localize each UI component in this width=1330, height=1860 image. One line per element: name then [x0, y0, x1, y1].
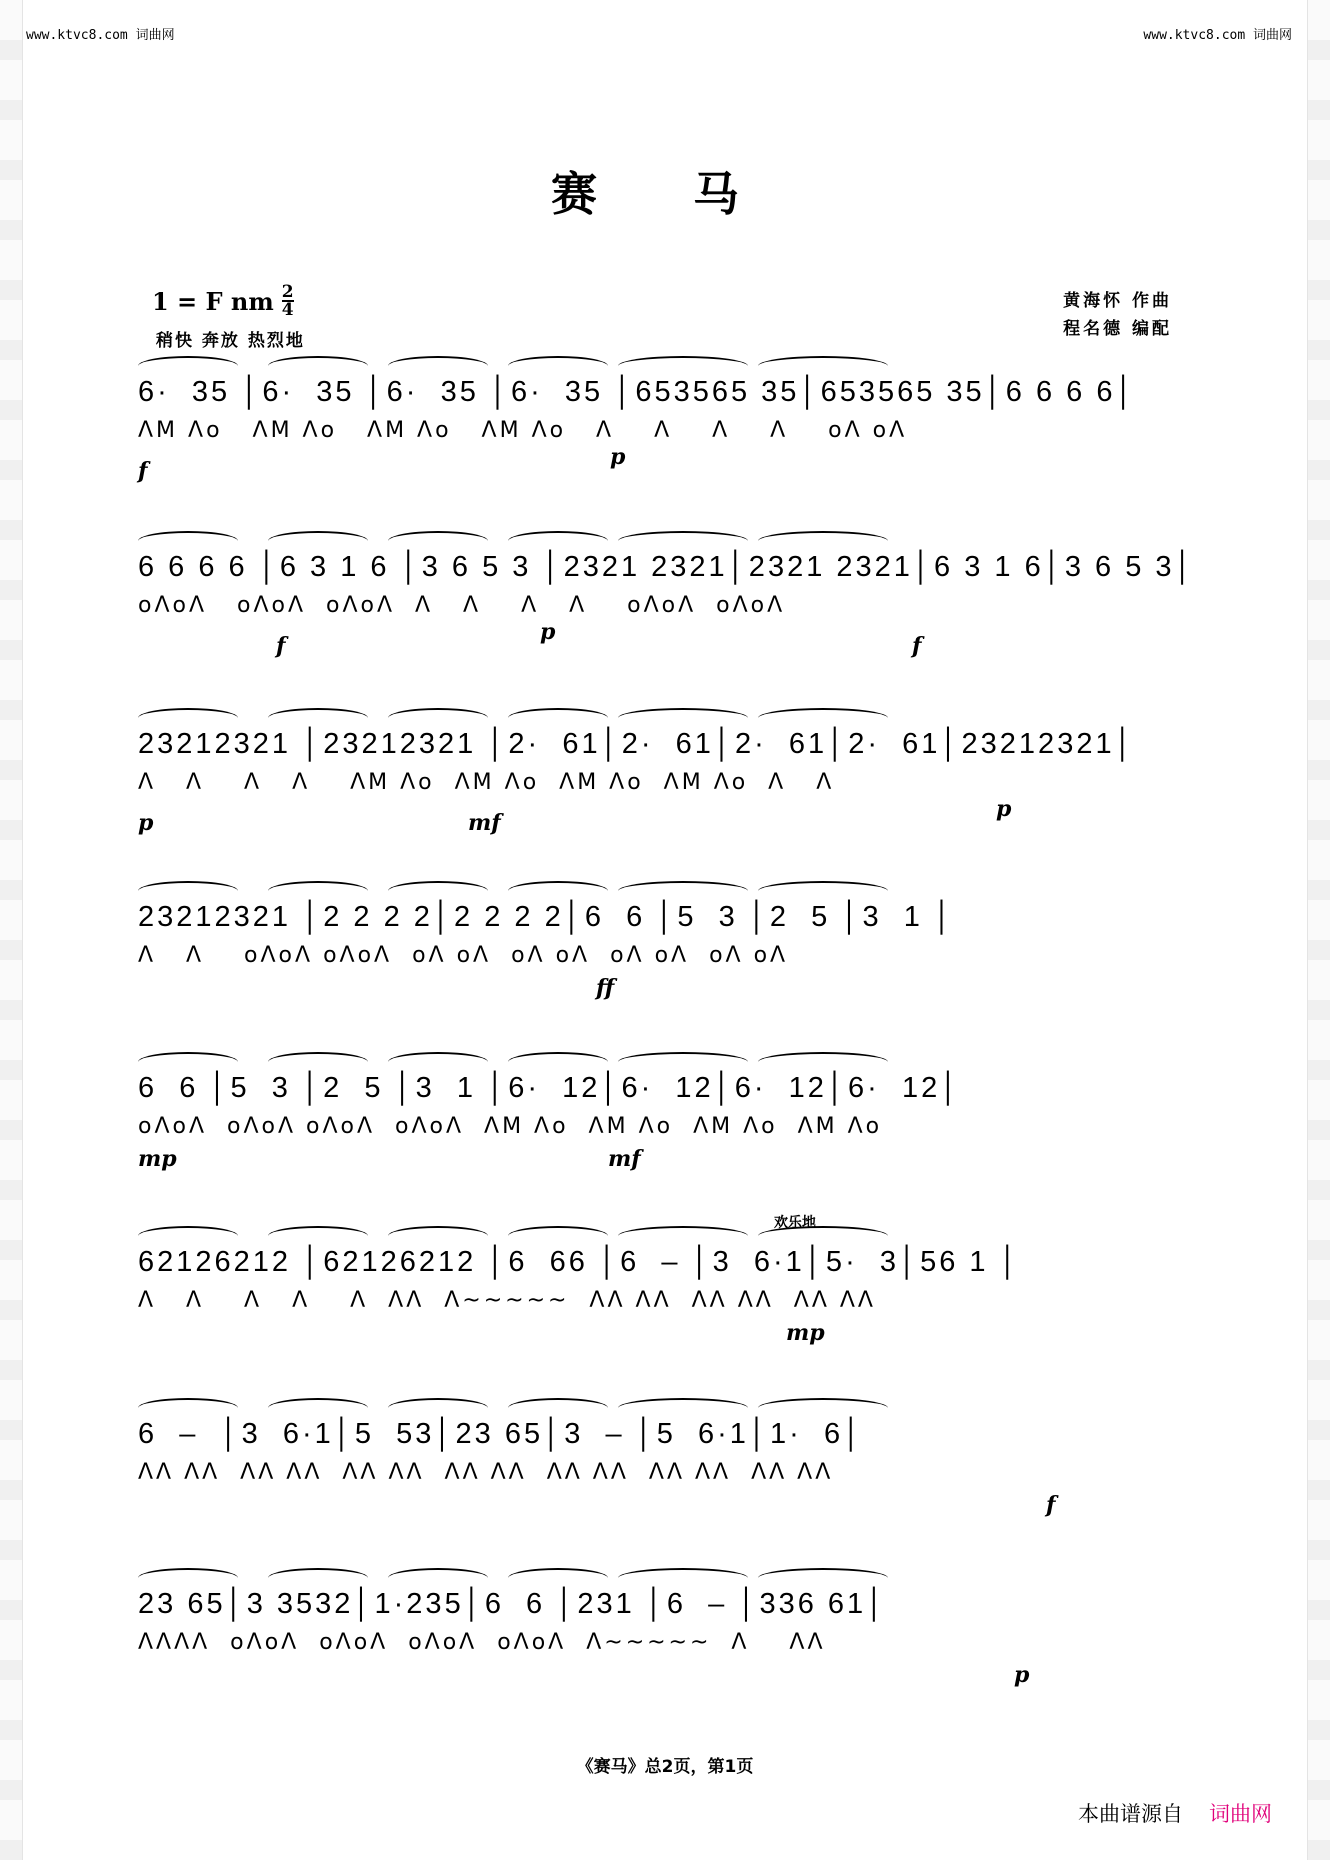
slur-mark: [268, 1052, 368, 1072]
slur-mark: [508, 531, 608, 551]
right-margin-strip: [1307, 0, 1330, 1860]
dynamic-marking: mf: [608, 1146, 641, 1172]
slur-mark: [388, 708, 488, 728]
notation-line: 23212321 │2 2 2 2│2 2 2 2│6 6 │5 3 │2 5 │3 1 │: [138, 900, 956, 933]
slur-mark: [508, 1052, 608, 1072]
dynamic-marking: f: [276, 633, 286, 659]
slur-mark: [268, 881, 368, 901]
slur-mark: [758, 356, 888, 376]
slur-mark: [388, 1226, 488, 1246]
fingering-line: ΛΛΛΛ oΛoΛ oΛoΛ oΛoΛ oΛoΛ Λ~~~~~ Λ ΛΛ: [138, 1630, 826, 1655]
dynamic-marking: f: [912, 633, 922, 659]
fingering-line: Λ Λ Λ Λ Λ ΛΛ Λ~~~~~ ΛΛ ΛΛ ΛΛ ΛΛ ΛΛ ΛΛ: [138, 1288, 876, 1313]
slur-mark: [138, 708, 238, 728]
slur-mark: [268, 1226, 368, 1246]
slur-mark: [388, 1052, 488, 1072]
slur-mark: [268, 708, 368, 728]
fingering-line: oΛoΛ oΛoΛ oΛoΛ Λ Λ Λ Λ oΛoΛ oΛoΛ: [138, 593, 786, 618]
notation-line: 62126212 │62126212 │6 66 │6 – │3 6·1│5· 3│56 1 │: [138, 1245, 1021, 1278]
dynamic-marking: p: [610, 444, 626, 470]
slur-mark: [268, 1398, 368, 1418]
dynamic-marking: mp: [786, 1320, 825, 1346]
slur-mark: [388, 881, 488, 901]
slur-mark: [388, 356, 488, 376]
slur-mark: [758, 881, 888, 901]
arranger-credit: 程名德 编配: [1063, 319, 1172, 339]
dynamic-marking: p: [996, 796, 1012, 822]
notation-line: 23 65│3 3532│1·235│6 6 │231 │6 – │336 61│: [138, 1587, 888, 1620]
slur-mark: [138, 1052, 238, 1072]
slur-mark: [618, 356, 748, 376]
slur-mark: [758, 1052, 888, 1072]
slur-mark: [268, 531, 368, 551]
time-bottom: 4: [281, 300, 294, 320]
slur-mark: [618, 1052, 748, 1072]
dynamic-marking: p: [1014, 1662, 1030, 1688]
slur-mark: [138, 1568, 238, 1588]
expression-label: 欢乐地: [774, 1215, 816, 1231]
notation-line: 6· 35 │6· 35 │6· 35 │6· 35 │653565 35│653565 35│6 6 6 6│: [138, 375, 1137, 408]
slur-mark: [758, 1398, 888, 1418]
slur-mark: [618, 1398, 748, 1418]
time-signature: [282, 284, 294, 318]
slur-mark: [618, 1568, 748, 1588]
song-title: 赛 马: [550, 167, 779, 221]
source-credit: [1078, 1798, 1272, 1828]
slur-mark: [138, 881, 238, 901]
slur-mark: [758, 1226, 888, 1246]
slur-mark: [388, 531, 488, 551]
fingering-line: ΛM Λo ΛM Λo ΛM Λo ΛM Λo Λ Λ Λ Λ oΛ oΛ: [138, 418, 908, 443]
fingering-line: Λ Λ Λ Λ ΛM Λo ΛM Λo ΛM Λo ΛM Λo Λ Λ: [138, 770, 835, 795]
slur-mark: [508, 1568, 608, 1588]
fingering-line: ΛΛ ΛΛ ΛΛ ΛΛ ΛΛ ΛΛ ΛΛ ΛΛ ΛΛ ΛΛ ΛΛ ΛΛ ΛΛ ΛΛ: [138, 1460, 834, 1485]
slur-mark: [268, 356, 368, 376]
slur-mark: [508, 1398, 608, 1418]
slur-mark: [618, 708, 748, 728]
slur-mark: [618, 881, 748, 901]
slur-mark: [138, 356, 238, 376]
source-brand-link[interactable]: 词曲网: [1209, 1802, 1272, 1826]
slur-mark: [138, 1226, 238, 1246]
slur-mark: [508, 708, 608, 728]
tempo-marking: 稍快 奔放 热烈地: [156, 331, 305, 351]
dynamic-marking: f: [1046, 1492, 1056, 1518]
dynamic-marking: p: [138, 810, 154, 836]
fingering-line: oΛoΛ oΛoΛ oΛoΛ oΛoΛ ΛM Λo ΛM Λo ΛM Λo ΛM Λo: [138, 1114, 883, 1139]
time-top: 2: [281, 282, 294, 302]
slur-mark: [758, 708, 888, 728]
key-text: 1 = F nm: [152, 286, 274, 316]
dynamic-marking: mf: [468, 810, 501, 836]
slur-mark: [508, 881, 608, 901]
fingering-line: Λ Λ oΛoΛ oΛoΛ oΛ oΛ oΛ oΛ oΛ oΛ oΛ oΛ: [138, 943, 789, 968]
dynamic-marking: p: [540, 619, 556, 645]
dynamic-marking: f: [138, 458, 148, 484]
notation-line: 6 – │3 6·1│5 53│23 65│3 – │5 6·1│1· 6│: [138, 1417, 865, 1450]
notation-line: 6 6 6 6 │6 3 1 6 │3 6 5 3 │2321 2321│2321 2321│6 3 1 6│3 6 5 3│: [138, 550, 1196, 583]
slur-mark: [758, 531, 888, 551]
dynamic-marking: mp: [138, 1146, 177, 1172]
source-prefix: 本曲谱源自: [1078, 1802, 1183, 1826]
slur-mark: [268, 1568, 368, 1588]
slur-mark: [508, 1226, 608, 1246]
slur-mark: [388, 1398, 488, 1418]
key-signature: [152, 284, 294, 318]
slur-mark: [758, 1568, 888, 1588]
slur-mark: [508, 356, 608, 376]
slur-mark: [388, 1568, 488, 1588]
notation-line: 23212321 │23212321 │2· 61│2· 61│2· 61│2· 61│23212321│: [138, 727, 1136, 760]
notation-line: 6 6 │5 3 │2 5 │3 1 │6· 12│6· 12│6· 12│6· 12│: [138, 1071, 962, 1104]
site-header-left[interactable]: www.ktvc8.com 词曲网: [26, 28, 175, 43]
site-header-right[interactable]: www.ktvc8.com 词曲网: [1143, 28, 1292, 43]
composer-credit: 黄海怀 作曲: [1063, 291, 1172, 311]
slur-mark: [618, 531, 748, 551]
slur-mark: [138, 531, 238, 551]
slur-mark: [618, 1226, 748, 1246]
page-footer: 《赛马》总2页，第1页: [576, 1757, 754, 1777]
dynamic-marking: ff: [596, 975, 615, 1001]
left-margin-strip: [0, 0, 23, 1860]
slur-mark: [138, 1398, 238, 1418]
